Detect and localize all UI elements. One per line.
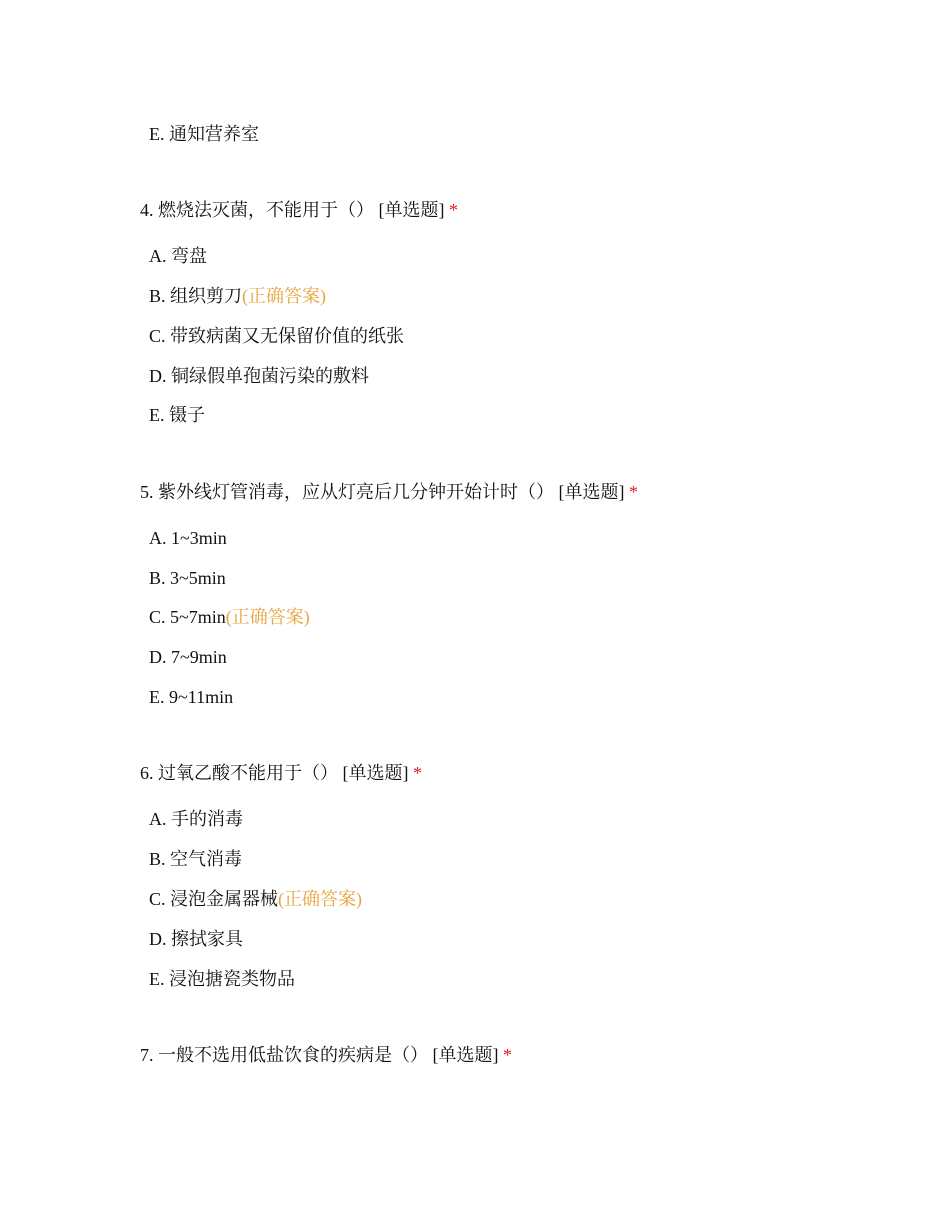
option-letter: A. xyxy=(149,528,167,548)
option-letter: E. xyxy=(149,124,165,144)
option-text: 组织剪刀 xyxy=(170,286,243,306)
option-letter: A. xyxy=(149,246,167,266)
option-text: 9~11min xyxy=(169,687,234,707)
option-letter: B. xyxy=(149,568,166,588)
required-mark: * xyxy=(449,200,458,220)
question-text: 紫外线灯管消毒，应从灯亮后几分钟开始计时（） xyxy=(158,482,554,502)
correct-answer-tag: (正确答案) xyxy=(225,607,310,627)
option-item xyxy=(149,606,310,628)
option-letter: E. xyxy=(149,687,165,707)
option-item xyxy=(149,808,243,830)
question-5-title xyxy=(140,481,638,503)
option-letter: A. xyxy=(149,809,167,829)
option-letter: C. xyxy=(149,326,166,346)
question-6-title xyxy=(140,762,422,784)
option-item xyxy=(149,928,243,950)
option-item xyxy=(149,567,226,589)
option-letter: E. xyxy=(149,405,165,425)
option-text: 7~9min xyxy=(171,647,227,667)
option-item xyxy=(149,245,207,267)
option-item xyxy=(149,646,227,668)
option-item xyxy=(149,686,233,708)
question-number: 5. xyxy=(140,482,154,502)
option-text: 带致病菌又无保留价值的纸张 xyxy=(170,326,405,346)
question-number: 7. xyxy=(140,1045,154,1065)
option-letter: E. xyxy=(149,969,165,989)
option-text: 弯盘 xyxy=(171,246,207,266)
question-type: [单选题] xyxy=(378,200,445,220)
question-type: [单选题] xyxy=(558,482,625,502)
question-type: [单选题] xyxy=(432,1045,499,1065)
option-text: 浸泡金属器械 xyxy=(170,889,279,909)
option-text: 镊子 xyxy=(169,405,205,425)
option-letter: D. xyxy=(149,647,167,667)
question-4-title xyxy=(140,199,458,221)
option-text: 空气消毒 xyxy=(170,849,243,869)
required-mark: * xyxy=(413,763,422,783)
option-text: 1~3min xyxy=(171,528,227,548)
question-type: [单选题] xyxy=(342,763,409,783)
option-letter: B. xyxy=(149,849,166,869)
option-item xyxy=(149,365,369,387)
option-text: 通知营养室 xyxy=(169,124,259,144)
required-mark: * xyxy=(629,482,638,502)
option-text: 5~7min xyxy=(170,607,226,627)
option-text: 手的消毒 xyxy=(171,809,243,829)
option-item xyxy=(149,527,227,549)
option-item xyxy=(149,123,259,145)
question-7-title xyxy=(140,1044,512,1066)
question-text: 过氧乙酸不能用于（） xyxy=(158,763,338,783)
option-letter: C. xyxy=(149,607,166,627)
option-item xyxy=(149,325,404,347)
correct-answer-tag: (正确答案) xyxy=(242,286,327,306)
option-letter: D. xyxy=(149,929,167,949)
option-letter: C. xyxy=(149,889,166,909)
question-text: 燃烧法灭菌，不能用于（） xyxy=(158,200,374,220)
question-text: 一般不选用低盐饮食的疾病是（） xyxy=(158,1045,428,1065)
option-item xyxy=(149,404,205,426)
option-letter: D. xyxy=(149,366,167,386)
option-item xyxy=(149,968,295,990)
option-item xyxy=(149,285,326,307)
question-number: 4. xyxy=(140,200,154,220)
option-text: 3~5min xyxy=(170,568,226,588)
option-item xyxy=(149,888,362,910)
option-text: 擦拭家具 xyxy=(171,929,243,949)
option-text: 浸泡搪瓷类物品 xyxy=(169,969,295,989)
question-number: 6. xyxy=(140,763,154,783)
option-text: 铜绿假单孢菌污染的敷料 xyxy=(171,366,369,386)
option-item xyxy=(149,848,242,870)
option-letter: B. xyxy=(149,286,166,306)
required-mark: * xyxy=(503,1045,512,1065)
correct-answer-tag: (正确答案) xyxy=(278,889,363,909)
